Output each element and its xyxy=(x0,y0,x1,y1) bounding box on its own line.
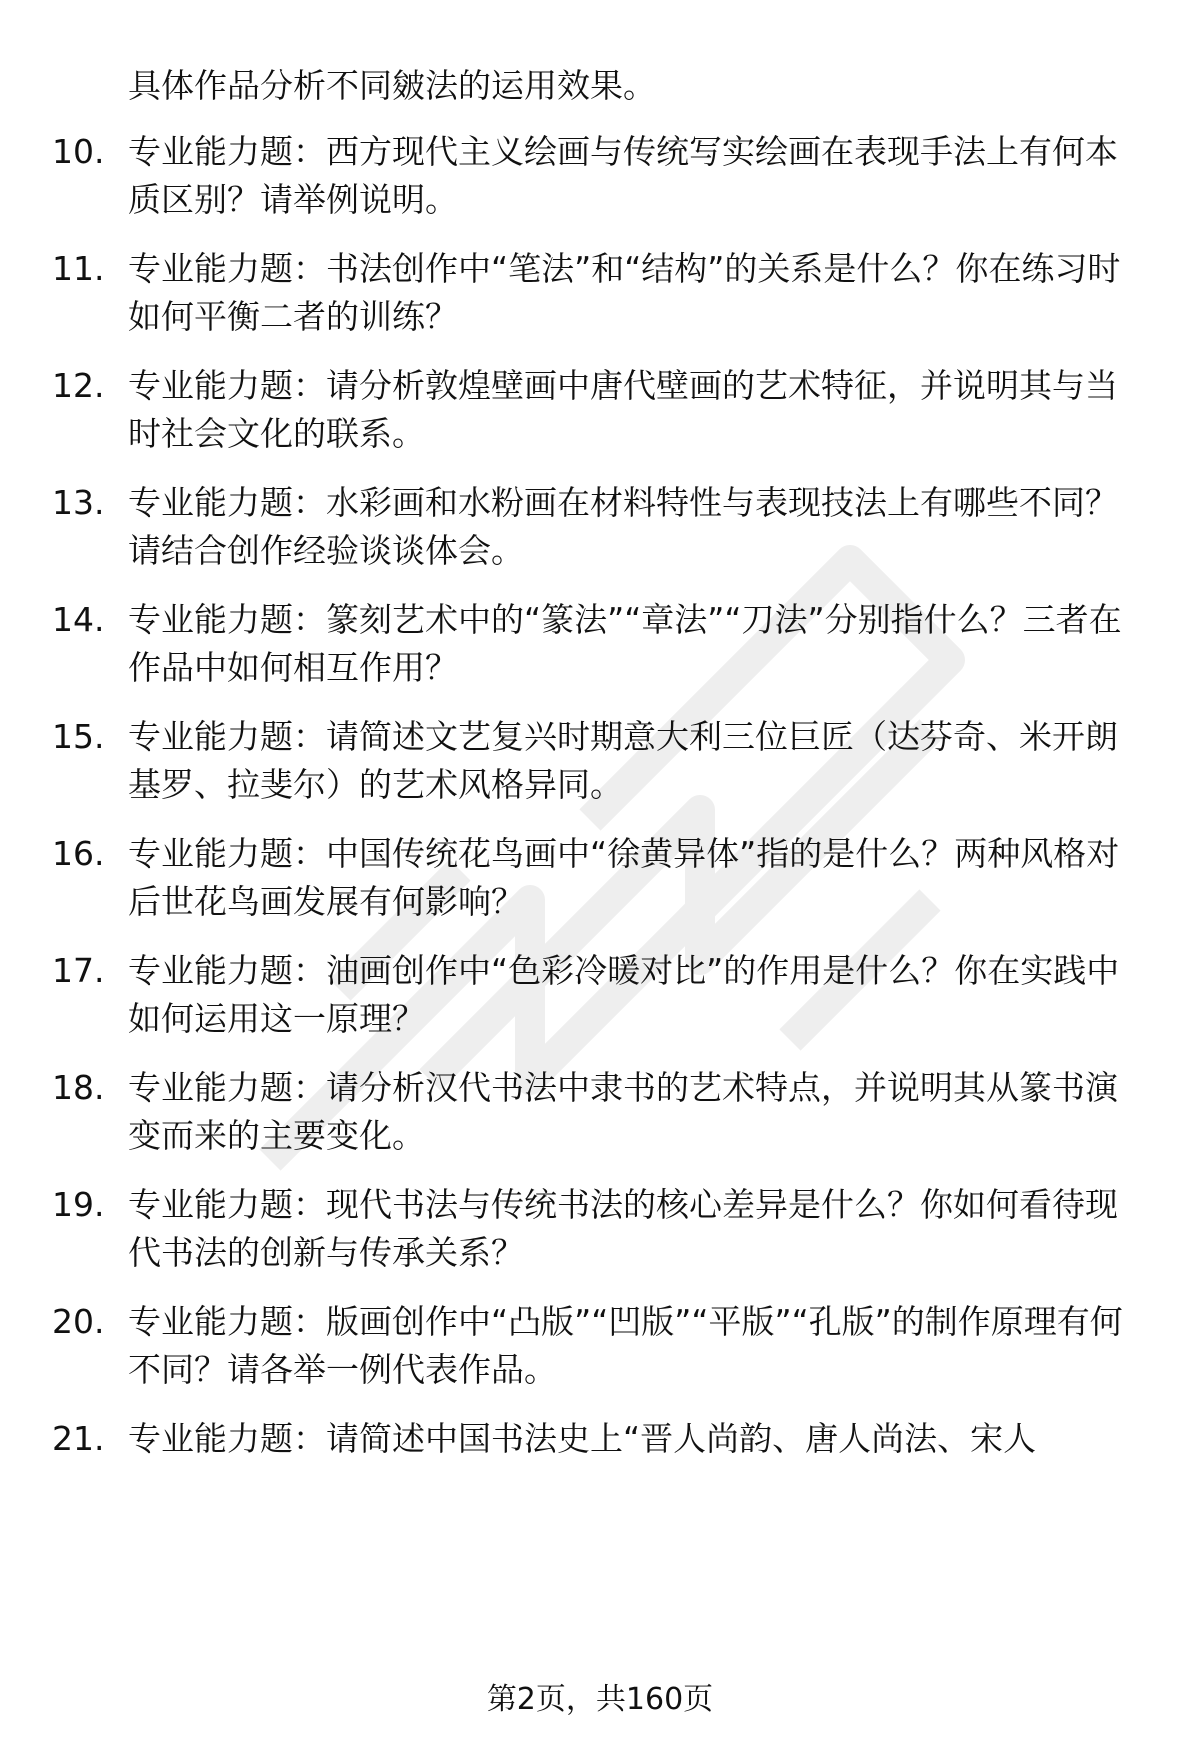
item-text: 专业能力题：请简述中国书法史上“晋人尚韵、唐人尚法、宋人 xyxy=(128,1419,1037,1458)
item-number: 18. xyxy=(52,1068,105,1107)
item-number: 10. xyxy=(52,132,105,171)
item-text: 专业能力题：请分析汉代书法中隶书的艺术特点，并说明其从篆书演变而来的主要变化。 xyxy=(128,1068,1118,1155)
item-number: 21. xyxy=(52,1419,105,1458)
continuation-text: 具体作品分析不同皴法的运用效果。 xyxy=(128,66,656,105)
item-number: 17. xyxy=(52,951,105,990)
item-text: 专业能力题：篆刻艺术中的“篆法”“章法”“刀法”分别指什么？三者在作品中如何相互作用？ xyxy=(128,600,1122,687)
item-text: 专业能力题：版画创作中“凸版”“凹版”“平版”“孔版”的制作原理有何不同？请各举一例代表作品。 xyxy=(128,1302,1123,1389)
item-number: 19. xyxy=(52,1185,105,1224)
item-text: 专业能力题：水彩画和水粉画在材料特性与表现技法上有哪些不同？请结合创作经验谈谈体会。 xyxy=(128,483,1118,570)
item-number: 11. xyxy=(52,249,105,288)
item-number: 20. xyxy=(52,1302,105,1341)
item-number: 13. xyxy=(52,483,105,522)
item-number: 16. xyxy=(52,834,105,873)
item-text: 专业能力题：中国传统花鸟画中“徐黄异体”指的是什么？两种风格对后世花鸟画发展有何影响？ xyxy=(128,834,1120,921)
item-number: 14. xyxy=(52,600,105,639)
item-text: 专业能力题：书法创作中“笔法”和“结构”的关系是什么？你在练习时如何平衡二者的训练？ xyxy=(128,249,1121,336)
item-text: 专业能力题：请分析敦煌壁画中唐代壁画的艺术特征，并说明其与当时社会文化的联系。 xyxy=(128,366,1118,453)
item-text: 专业能力题：现代书法与传统书法的核心差异是什么？你如何看待现代书法的创新与传承关系？ xyxy=(128,1185,1118,1272)
page-footer: 第2页，共160页 xyxy=(486,1682,714,1717)
item-text: 专业能力题：西方现代主义绘画与传统写实绘画在表现手法上有何本质区别？请举例说明。 xyxy=(128,132,1118,219)
item-number: 12. xyxy=(52,366,105,405)
item-number: 15. xyxy=(52,717,105,756)
item-text: 专业能力题：油画创作中“色彩冷暖对比”的作用是什么？你在实践中如何运用这一原理？ xyxy=(128,951,1120,1038)
item-text: 专业能力题：请简述文艺复兴时期意大利三位巨匠（达芬奇、米开朗基罗、拉斐尔）的艺术风格异同。 xyxy=(128,717,1118,804)
